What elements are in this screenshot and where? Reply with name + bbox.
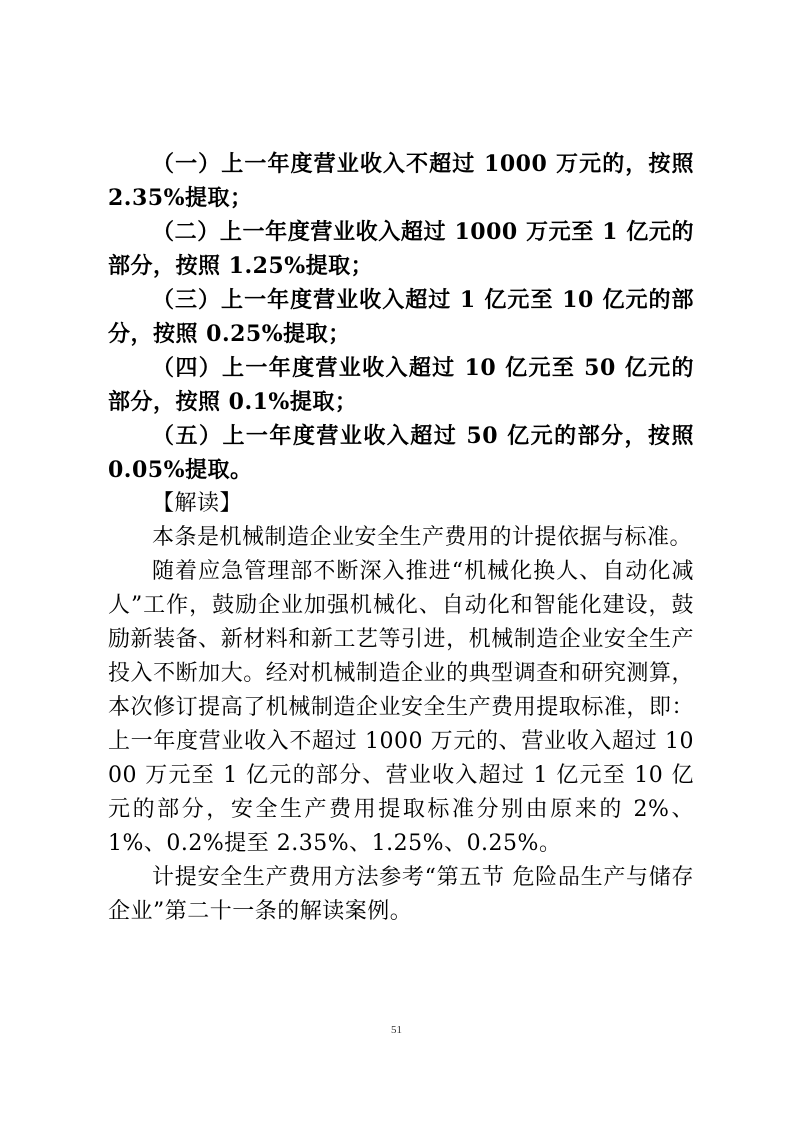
page-number: 51 bbox=[391, 1024, 402, 1036]
paragraph-1: 本条是机械制造企业安全生产费用的计提依据与标准。 bbox=[152, 525, 693, 550]
list-item-5: （五）上一年度营业收入超过 50 亿元的部分，按照 0.05%提取。 bbox=[108, 423, 694, 483]
list-item-1: （一）上一年度营业收入不超过 1000 万元的，按照 2.35%提取； bbox=[108, 151, 694, 211]
page-content bbox=[108, 147, 694, 929]
interpretation-heading: 【解读】 bbox=[152, 491, 243, 516]
list-item-3: （三）上一年度营业收入超过 1 亿元至 10 亿元的部分，按照 0.25%提取； bbox=[108, 287, 694, 347]
list-item-2: （二）上一年度营业收入超过 1000 万元至 1 亿元的部分，按照 1.25%提取； bbox=[108, 219, 694, 279]
paragraph-3: 计提安全生产费用方法参考“第五节 危险品生产与储存企业”第二十一条的解读案例。 bbox=[108, 865, 694, 924]
list-item-4: （四）上一年度营业收入超过 10 亿元至 50 亿元的部分，按照 0.1%提取； bbox=[108, 355, 694, 415]
paragraph-2: 随着应急管理部不断深入推进“机械化换人、自动化减人”工作，鼓励企业加强机械化、自动化和智能化建设，鼓励新装备、新材料和新工艺等引进，机械制造企业安全生产投入不断加大。经对机械制造企业的典型调查和研究测算，本次修订提高了机械制造企业安全生产费用提取标准，即：上一年度营业收入不超过 1000 万元的、营业收入超过 1000 万元至 1 亿元的部分、营业收入超过 1 亿元至 10 亿元的部分，安全生产费用提取标准分别由原来的 2%、1%、0.2%提至 2.35%、1.25%、0.25%。 bbox=[108, 559, 694, 856]
